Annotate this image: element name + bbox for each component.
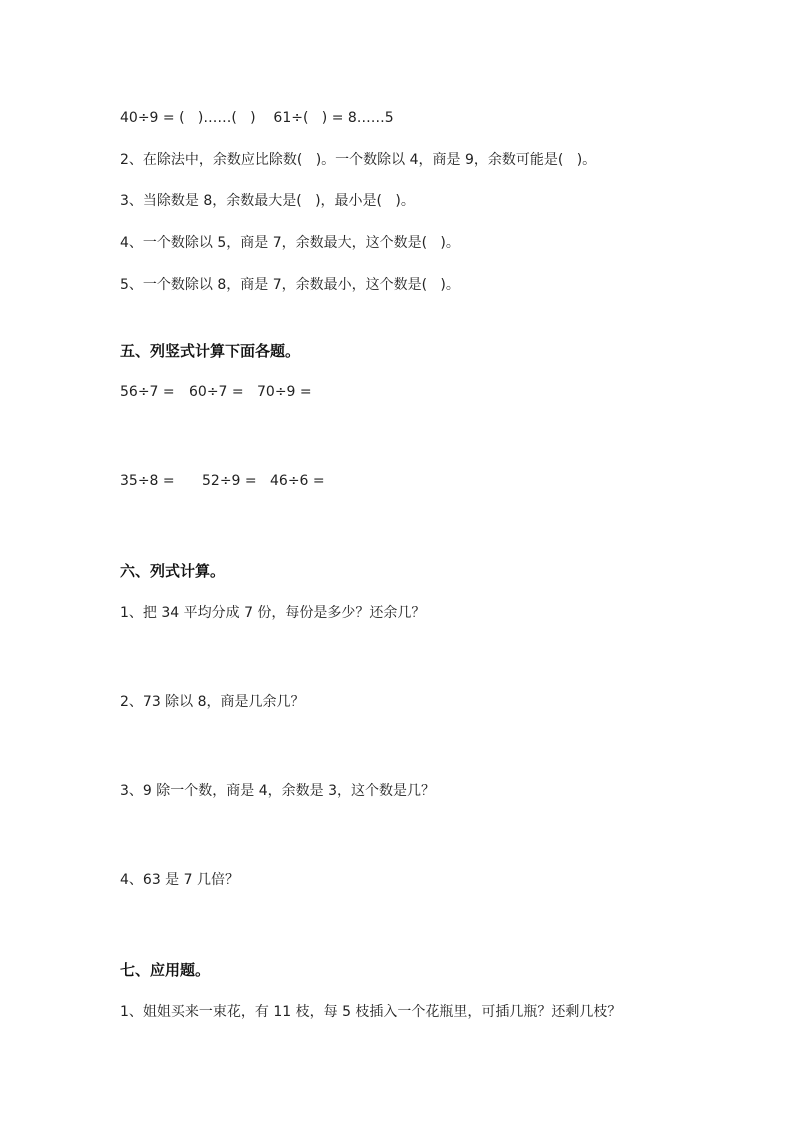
calc-item: 56÷7 = (120, 384, 175, 400)
question-formula-2: 2、73 除以 8，商是几余几？ (120, 694, 305, 710)
question-fill-blank-2: 2、在除法中，余数应比除数( )。一个数除以 4，商是 9，余数可能是( )。 (120, 152, 597, 168)
question-fill-blank-3: 3、当除数是 8，余数最大是( )，最小是( )。 (120, 193, 415, 209)
question-formula-4: 4、63 是 7 几倍？ (120, 872, 239, 888)
calc-item: 46÷6 = (270, 473, 325, 489)
calc-item: 60÷7 = (189, 384, 244, 400)
section-title-formula-calc: 六、列式计算。 (120, 562, 226, 580)
question-fill-blank-5: 5、一个数除以 8，商是 7，余数最小，这个数是( )。 (120, 277, 460, 293)
section-title-word-problems: 七、应用题。 (120, 961, 211, 979)
calc-item: 70÷9 = (257, 384, 312, 400)
question-formula-1: 1、把 34 平均分成 7 份，每份是多少？还余几？ (120, 605, 426, 621)
question-word-problem-1: 1、姐姐买来一束花，有 11 枝，每 5 枝插入一个花瓶里，可插几瓶？还剩几枝？ (120, 1004, 622, 1020)
question-fill-blank-4: 4、一个数除以 5，商是 7，余数最大，这个数是( )。 (120, 235, 460, 251)
calc-item: 52÷9 = (202, 473, 257, 489)
question-fill-blank-1: 40÷9 = ( )……( ) 61÷( ) = 8……5 (120, 110, 394, 126)
calc-item: 35÷8 = (120, 473, 175, 489)
section-title-vertical-calc: 五、列竖式计算下面各题。 (120, 342, 301, 360)
question-formula-3: 3、9 除一个数，商是 4，余数是 3，这个数是几？ (120, 783, 435, 799)
